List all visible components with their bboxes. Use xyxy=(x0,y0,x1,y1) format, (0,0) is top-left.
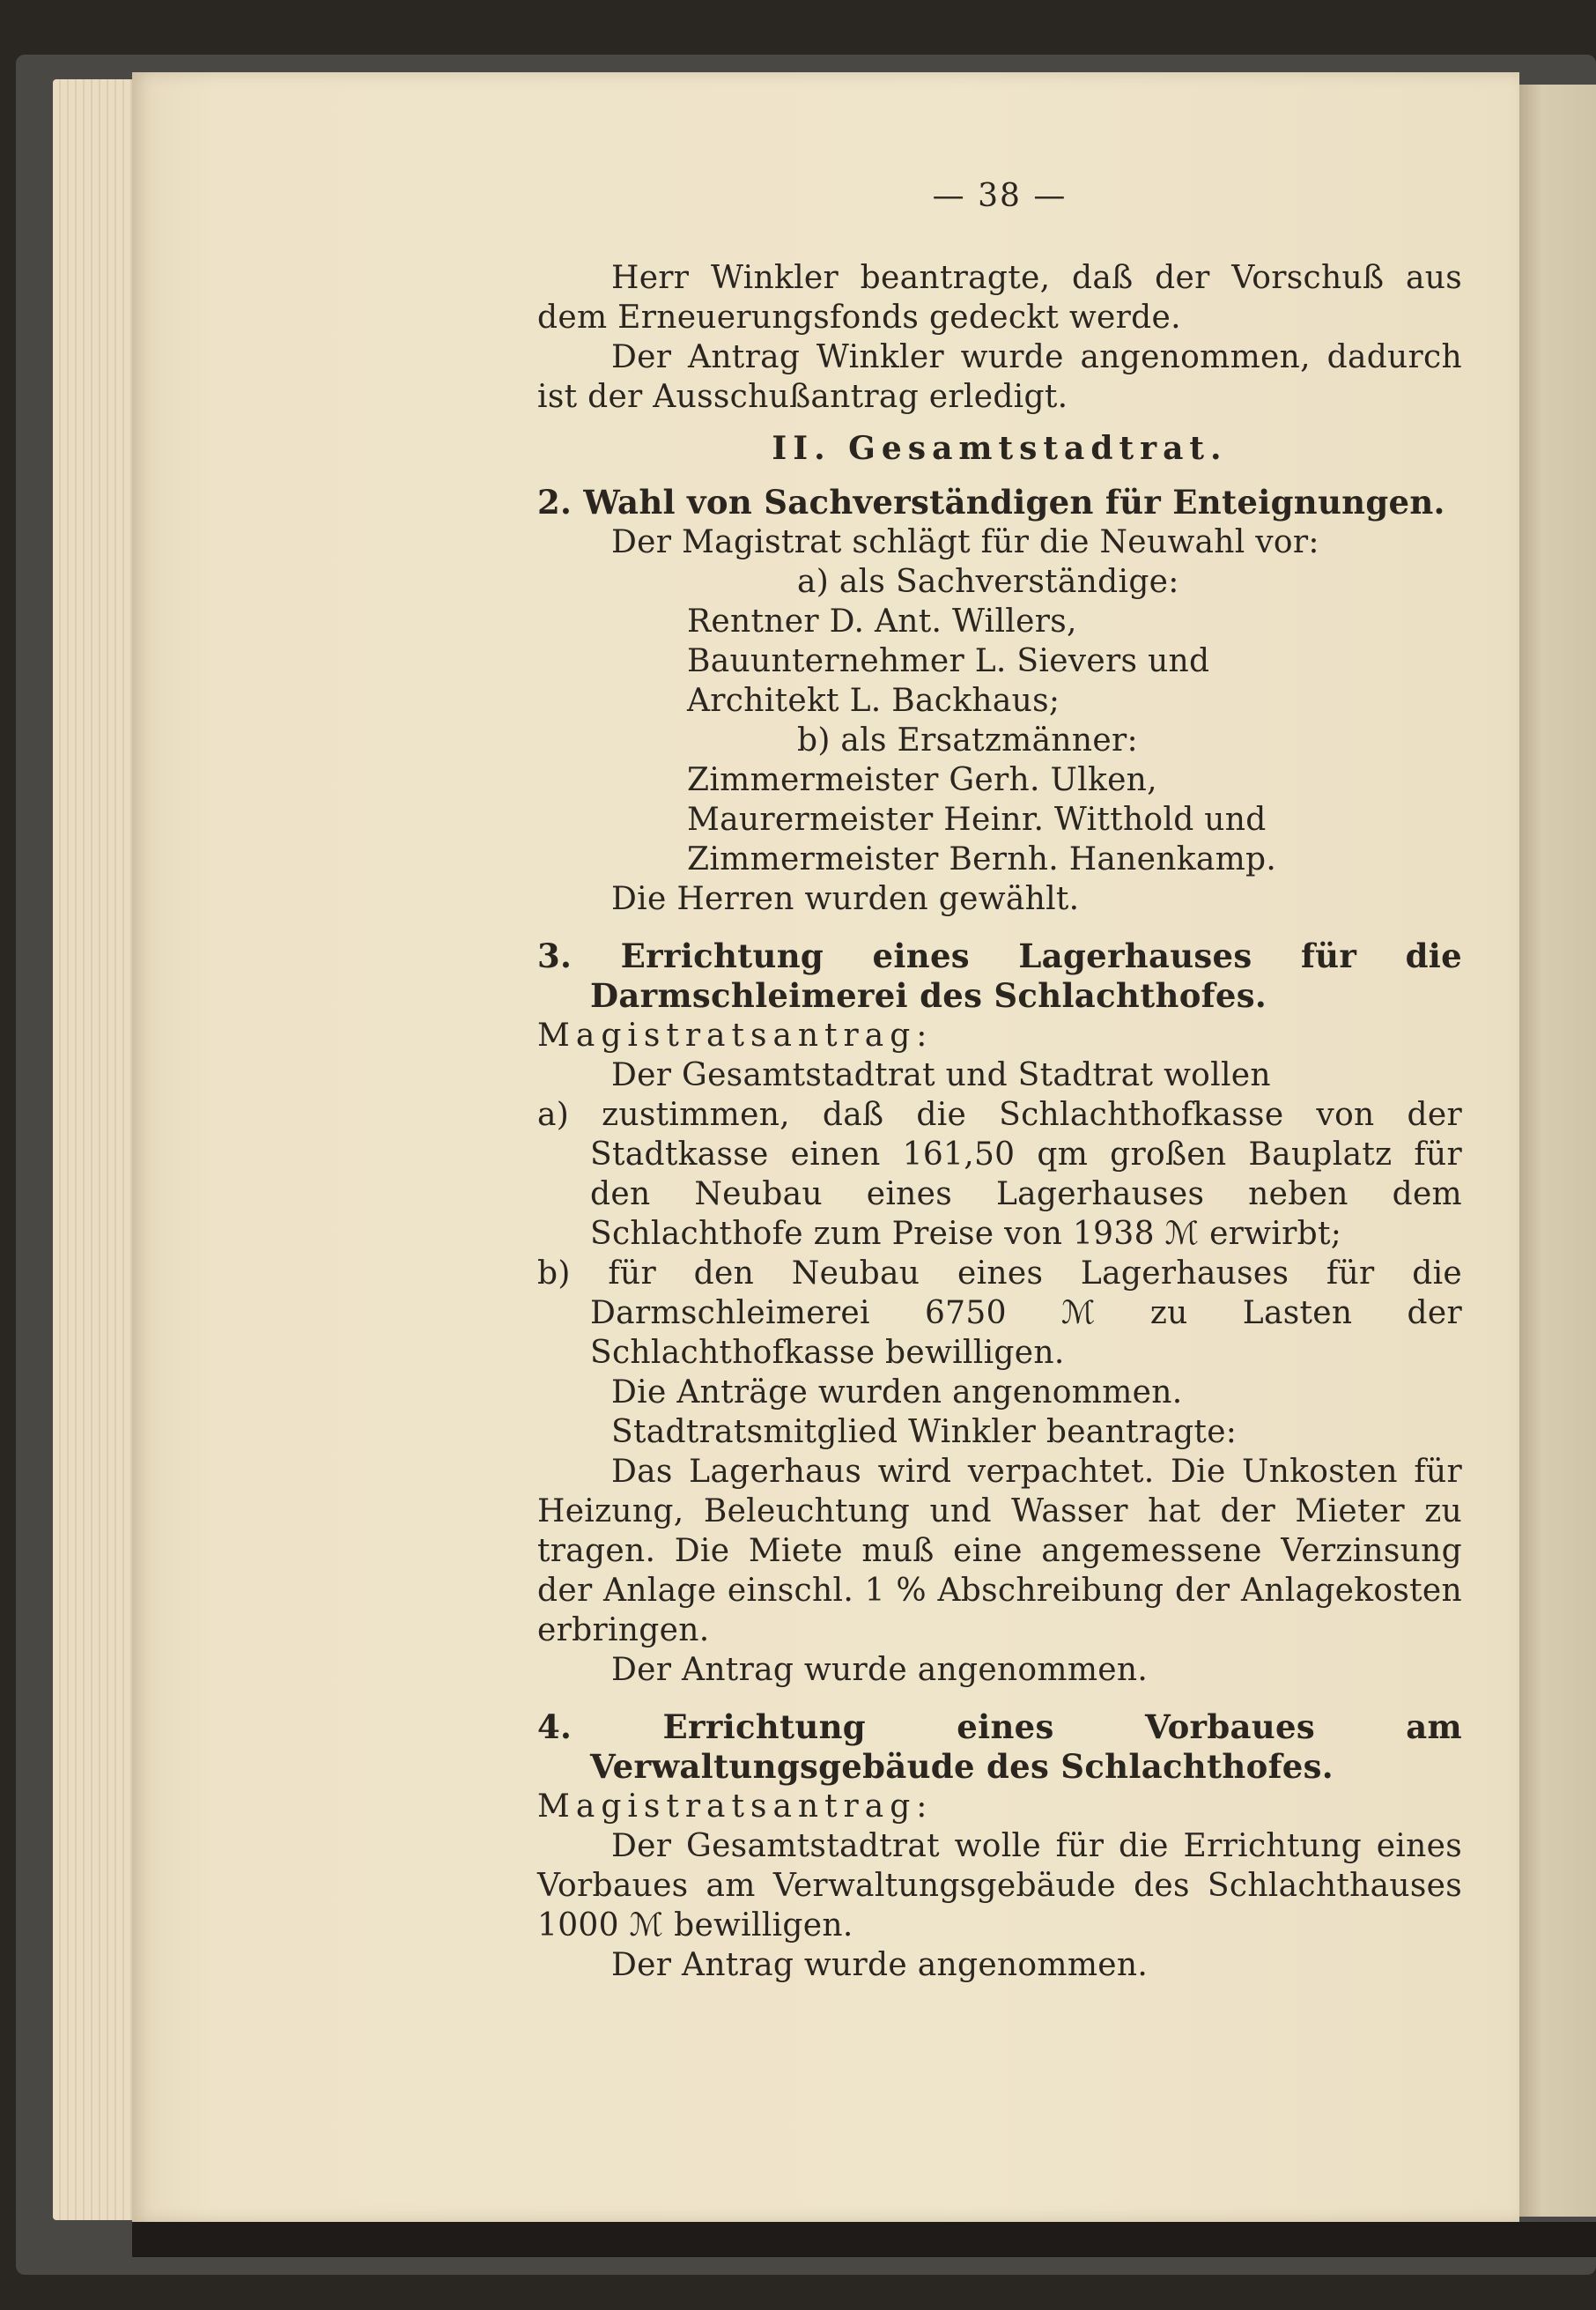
page-text xyxy=(537,176,1462,1985)
paragraph: Die Herren wurden gewählt. xyxy=(611,881,1080,917)
list-item: Maurermeister Heinr. Witthold und xyxy=(687,802,1267,838)
paragraph: Der Gesamtstadtrat und Stadtrat wollen xyxy=(611,1057,1271,1093)
paragraph: Der Antrag Winkler wurde angenommen, dadurch ist der Ausschußantrag erledigt. xyxy=(537,339,1462,415)
list-item: Zimmermeister Gerh. Ulken, xyxy=(687,762,1157,798)
book-bottom-shadow xyxy=(132,2222,1596,2257)
paragraph: Die Anträge wurden angenommen. xyxy=(611,1374,1183,1410)
paragraph: Der Antrag wurde angenommen. xyxy=(611,1652,1149,1688)
motion-label: Magistratsantrag: xyxy=(537,1788,934,1825)
list-item: Bauunternehmer L. Sievers und xyxy=(687,643,1210,679)
section-heading: II. Gesamtstadtrat. xyxy=(772,430,1228,467)
list-item: b) für den Neubau eines Lagerhauses für die Darmschleimerei 6750 ℳ zu Lasten der Schlachthofkasse bewilligen. xyxy=(537,1255,1462,1371)
motion-label: Magistratsantrag: xyxy=(537,1018,934,1054)
paragraph: Stadtratsmitglied Winkler beantragte: xyxy=(611,1414,1238,1450)
page-number: — 38 — xyxy=(932,178,1068,214)
facing-page-edge xyxy=(1519,85,1596,2217)
paragraph: Herr Winkler beantragte, daß der Vorschuß aus dem Erneuerungsfonds gedeckt werde. xyxy=(537,260,1462,336)
item-heading: 3. Errichtung eines Lagerhauses für die Darmschleimerei des Schlachthofes. xyxy=(537,937,1462,1015)
list-label: a) als Sachverständige: xyxy=(797,564,1179,600)
list-label: b) als Ersatzmänner: xyxy=(797,722,1138,759)
item-heading: 4. Errichtung eines Vorbaues am Verwaltungsgebäude des Schlachthofes. xyxy=(537,1707,1462,1786)
list-item: Rentner D. Ant. Willers, xyxy=(687,603,1077,640)
paragraph: Der Gesamtstadtrat wolle für die Errichtung eines Vorbaues am Verwaltungsgebäude des Schlachthauses 1000 ℳ bewilligen. xyxy=(537,1828,1462,1944)
list-item: Architekt L. Backhaus; xyxy=(687,683,1060,719)
list-item: Zimmermeister Bernh. Hanenkamp. xyxy=(687,841,1277,877)
list-item: a) zustimmen, daß die Schlachthofkasse von der Stadtkasse einen 161,50 qm großen Bauplatz für den Neubau eines Lagerhauses neben dem Schlachthofe zum Preise von 1938 ℳ erwirbt; xyxy=(537,1097,1462,1252)
item-heading: 2. Wahl von Sachverständigen für Enteignungen. xyxy=(537,483,1445,522)
paragraph: Der Magistrat schlägt für die Neuwahl vor: xyxy=(611,524,1319,560)
paragraph: Das Lagerhaus wird verpachtet. Die Unkosten für Heizung, Beleuchtung und Wasser hat der Mieter zu tragen. Die Miete muß eine angemessene Verzinsung der Anlage einschl. 1 % Abschreibung der Anlagekosten erbringen. xyxy=(537,1454,1462,1648)
paragraph: Der Antrag wurde angenommen. xyxy=(611,1947,1149,1983)
